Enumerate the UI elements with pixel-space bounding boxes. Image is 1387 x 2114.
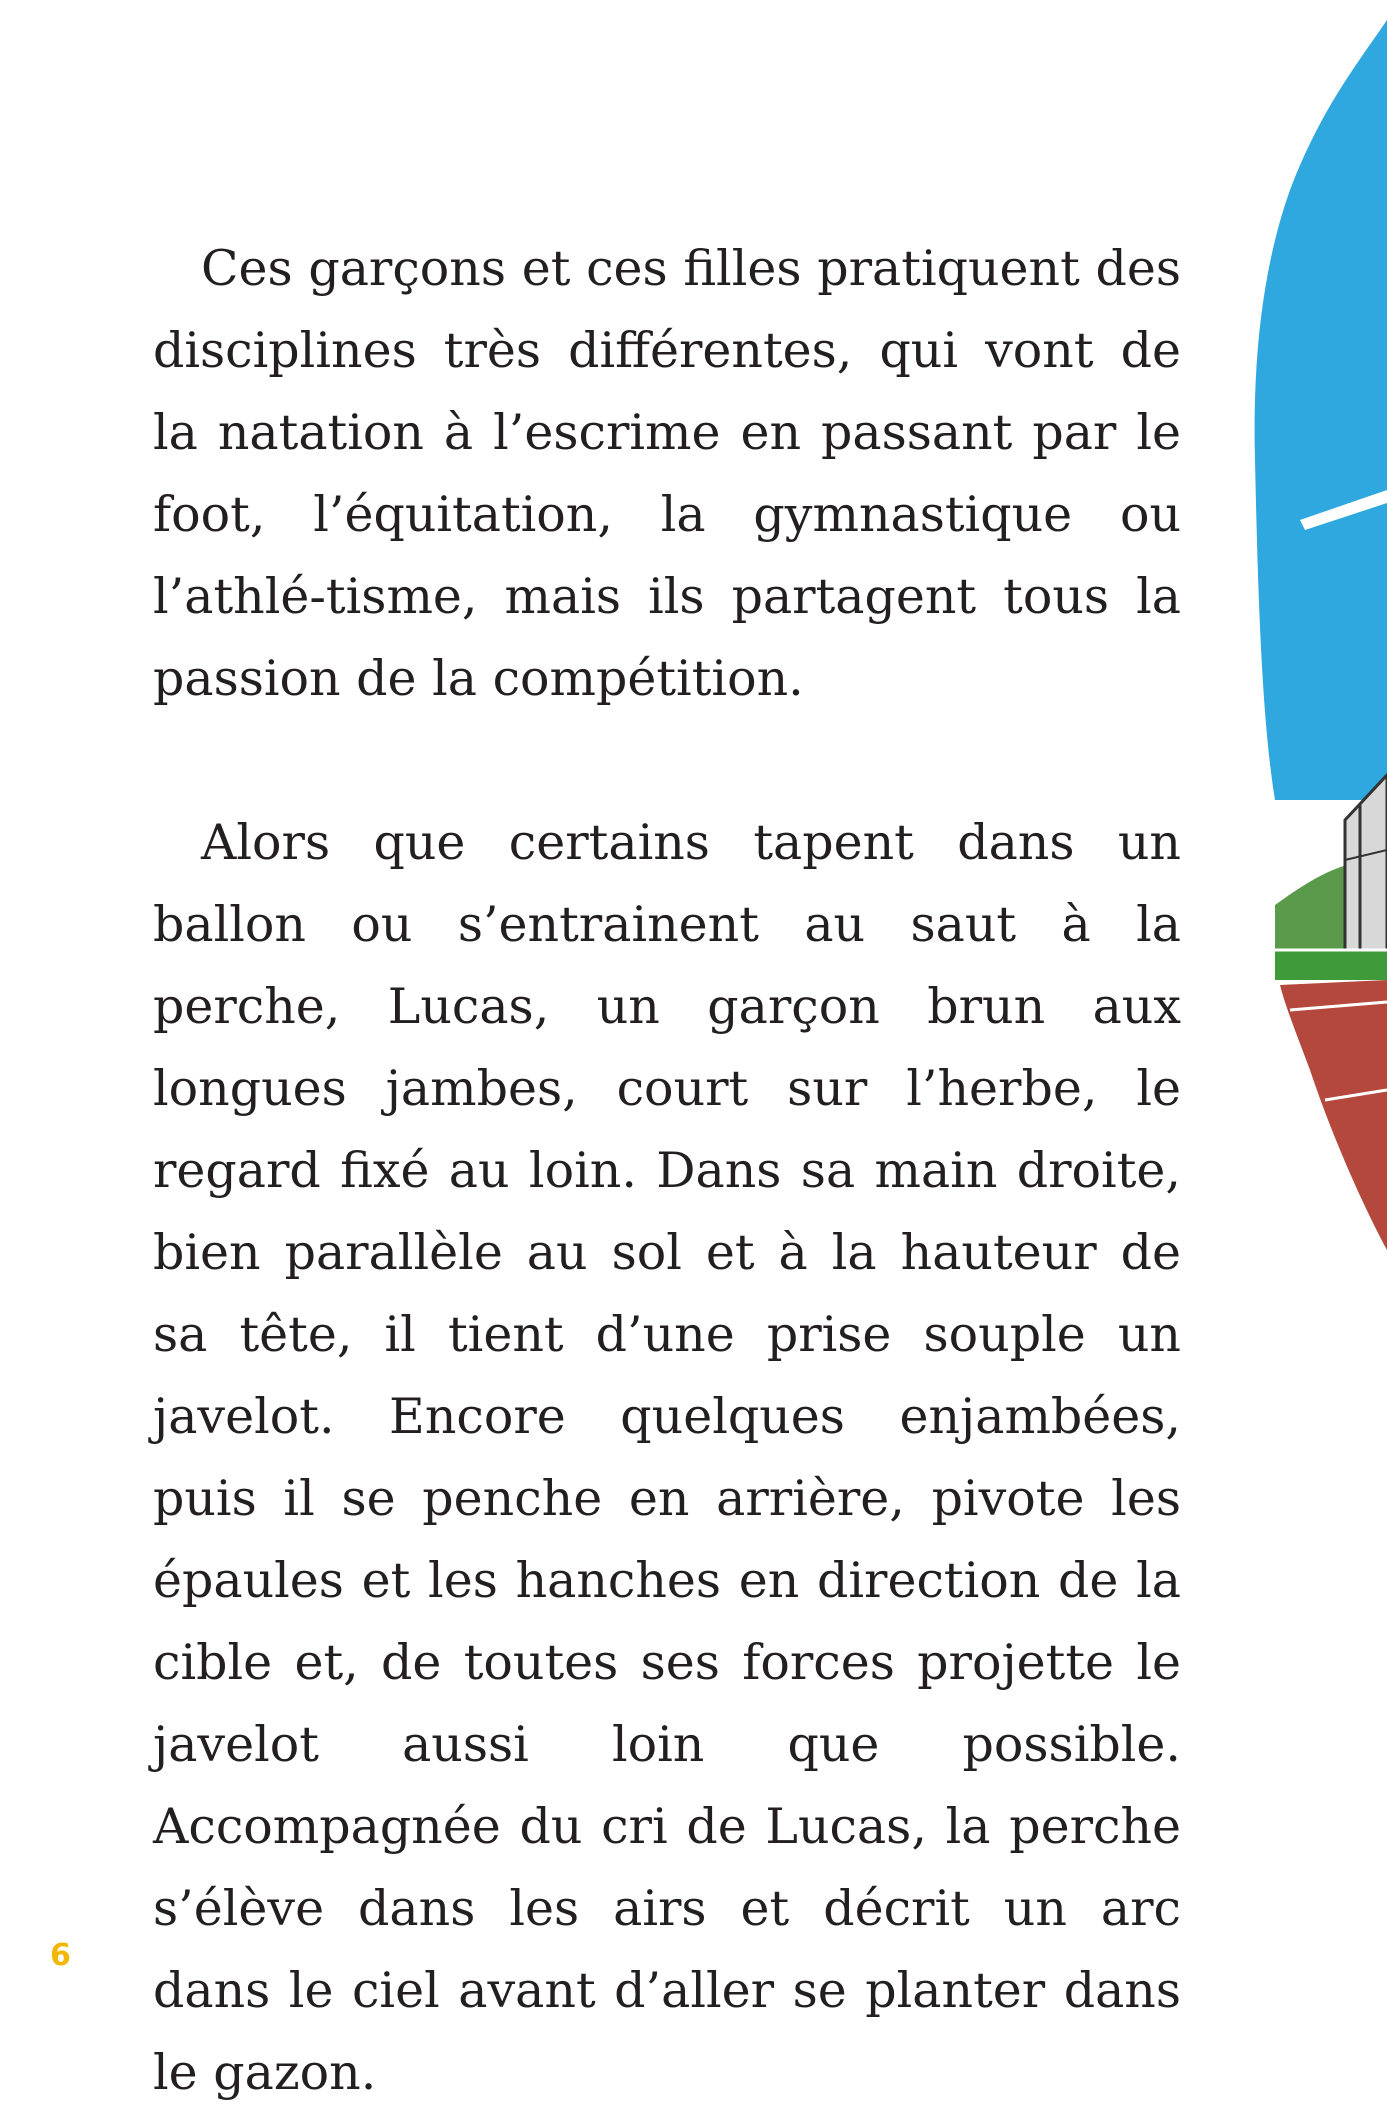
stadium-structure-shape (1345, 775, 1387, 960)
sky-shape (1255, 20, 1387, 800)
body-text (153, 228, 1181, 2114)
grass-band (1275, 950, 1387, 980)
paragraph-1: Ces garçons et ces filles pratiquent des disciplines très différentes, qui vont de la natation à l’escrime en passant par le foot, l’équitation, la gymnastique ou l’athlé-tisme, mais ils partagent tous la passion de la compétition. (153, 240, 1181, 707)
paragraph-2: Alors que certains tapent dans un ballon ou s’entrainent au saut à la perche, Lucas, un garçon brun aux longues jambes, court sur l’herbe, le regard fixé au loin. Dans sa main droite, bien parallèle au sol et à la hauteur de sa tête, il tient d’une prise souple un javelot. Encore quelques enjambées, puis il se penche en arrière, pivote les épaules et les hanches en direction de la cible et, de toutes ses forces projette le javelot aussi loin que possible. Accompagnée du cri de Lucas, la perche s’élève dans les airs et décrit un arc dans le ciel avant d’aller se planter dans le gazon. (153, 814, 1181, 2101)
stadium-illustration (1250, 0, 1387, 2071)
track-shape (1280, 980, 1387, 1250)
page-number: 6 (50, 1938, 71, 1973)
